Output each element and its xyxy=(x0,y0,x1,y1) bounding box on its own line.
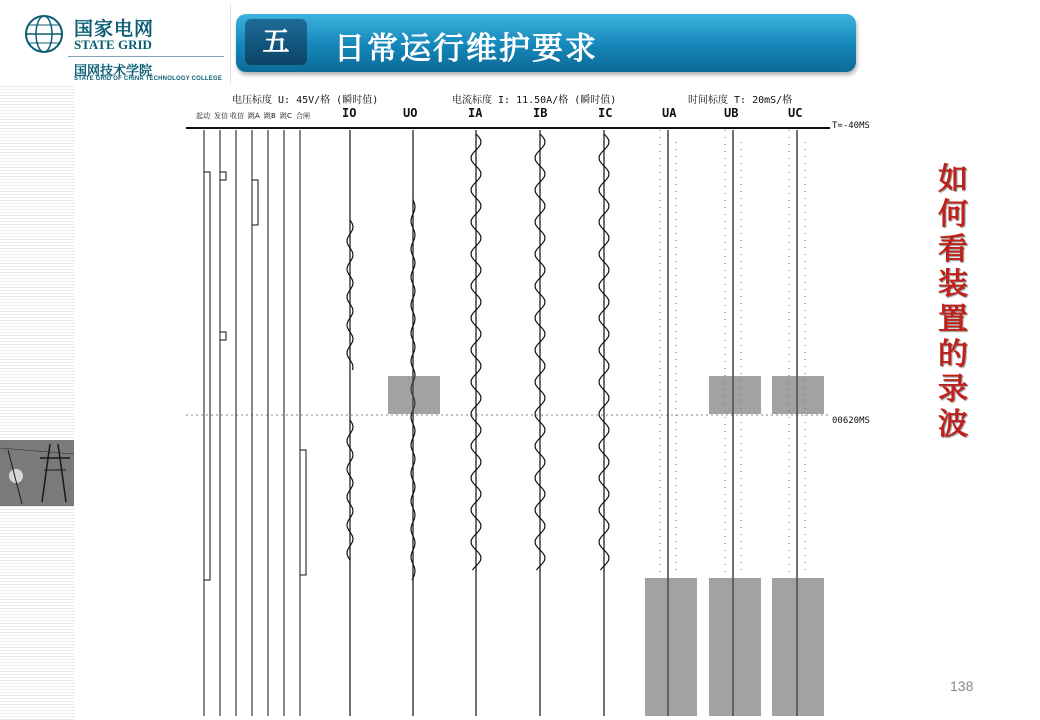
dense-burst-ub-late xyxy=(709,578,761,716)
channel-label-ib: IB xyxy=(533,106,548,120)
dense-burst-uc-late xyxy=(772,578,824,716)
caption-char: 何 xyxy=(938,198,968,231)
digital-pulse-reclose xyxy=(300,450,306,575)
digital-pulse-send xyxy=(220,172,226,180)
college-name-cn: 国网技术学院 xyxy=(74,63,153,78)
channel-label-ub: UB xyxy=(724,106,739,120)
fault-time-marker: 00620MS xyxy=(832,416,870,426)
dense-burst-ub xyxy=(709,376,761,414)
start-time-marker: T=-40MS xyxy=(832,121,870,131)
dense-burst-uo xyxy=(388,376,440,414)
channel-label-uo: UO xyxy=(403,106,418,120)
dense-burst-ua xyxy=(645,578,697,716)
current-scale-label: 电流标度 I: 11.50A/格 (瞬时值) xyxy=(452,95,617,106)
digital-label-trip-c: 跳C xyxy=(280,112,292,120)
time-scale-label: 时间标度 T: 20mS/格 xyxy=(688,95,793,106)
brand-name-cn: 国家电网 xyxy=(74,19,155,40)
digital-label-trip-b: 跳B xyxy=(264,112,276,120)
caption-char: 的 xyxy=(938,338,968,371)
digital-label-send: 发信 xyxy=(214,112,228,120)
digital-pulse-trip-a xyxy=(252,180,258,225)
channel-label-ua: UA xyxy=(662,106,677,120)
dense-burst-uc xyxy=(772,376,824,414)
slide-title: 日常运行维护要求 xyxy=(334,31,598,66)
section-number-badge: 五 xyxy=(245,19,307,65)
voltage-scale-label: 电压标度 U: 45V/格 (瞬时值) xyxy=(232,95,379,106)
channel-label-ic: IC xyxy=(598,106,613,120)
college-name-en: STATE GRID OF CHINA TECHNOLOGY COLLEGE xyxy=(74,76,223,82)
channel-label-io: IO xyxy=(342,106,357,120)
digital-label-trip-a: 跳A xyxy=(248,112,260,120)
brand-name-en: STATE GRID xyxy=(74,37,152,52)
page-number: 138 xyxy=(950,678,974,694)
digital-pulse-start xyxy=(204,172,210,580)
side-caption xyxy=(936,162,970,442)
caption-char: 如 xyxy=(938,163,968,196)
digital-label-start: 起动 xyxy=(196,112,210,120)
digital-label-receive: 收信 xyxy=(230,112,244,120)
digital-label-reclose: 合闸 xyxy=(296,112,310,120)
caption-char: 录 xyxy=(938,373,968,406)
channel-label-uc: UC xyxy=(788,106,803,120)
caption-char: 看 xyxy=(938,233,968,266)
digital-pulse-receive xyxy=(220,332,226,340)
caption-char: 波 xyxy=(938,408,968,441)
caption-char: 置 xyxy=(938,303,968,336)
channel-label-ia: IA xyxy=(468,106,483,120)
caption-char: 装 xyxy=(938,268,968,301)
